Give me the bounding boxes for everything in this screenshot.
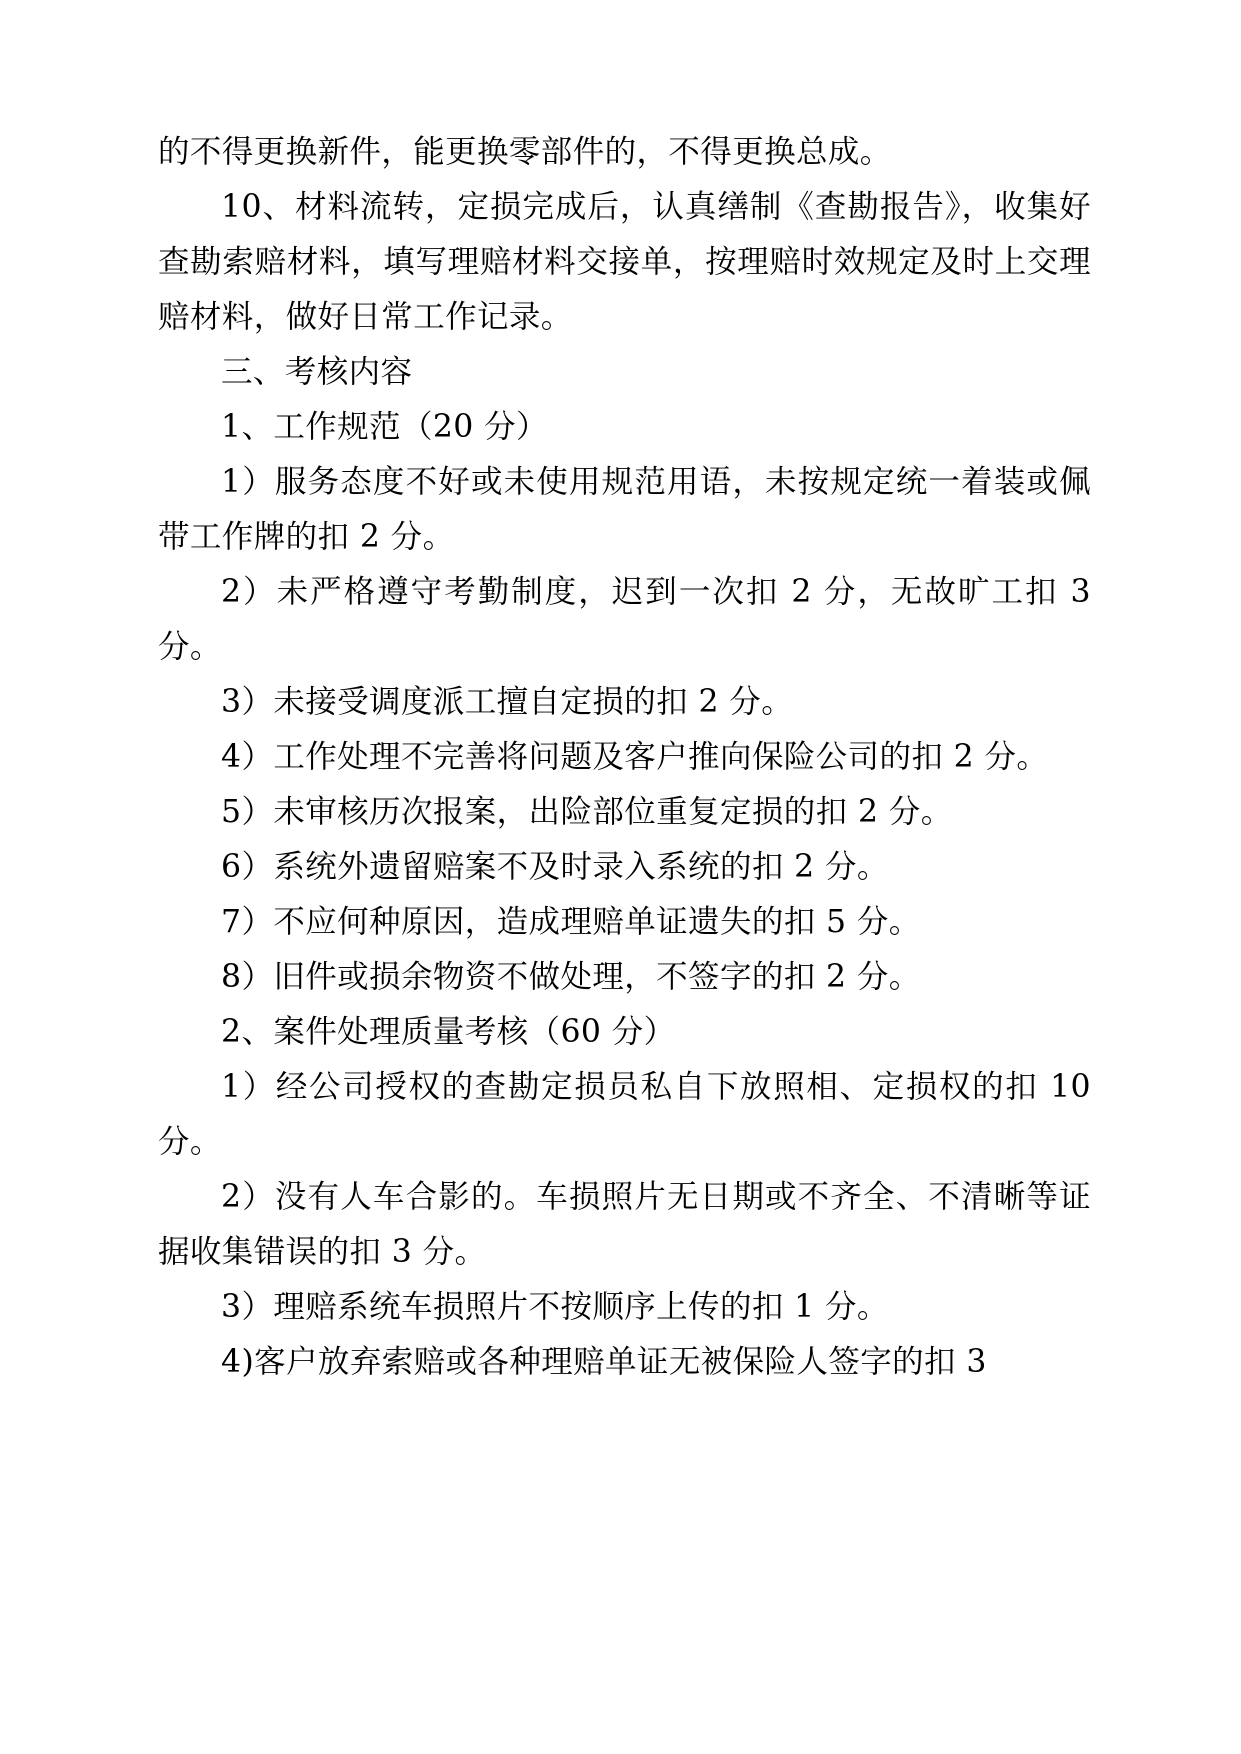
- paragraph-1-2: 2）未严格遵守考勤制度，迟到一次扣 2 分，无故旷工扣 3 分。: [158, 574, 1091, 665]
- document-body: [158, 125, 1091, 1390]
- paragraph-1-1: 1）服务态度不好或未使用规范用语，未按规定统一着装或佩带工作牌的扣 2 分。: [158, 464, 1091, 555]
- heading-case-quality: 2、案件处理质量考核（60 分）: [221, 1014, 676, 1050]
- paragraph-1-5: 5）未审核历次报案，出险部位重复定损的扣 2 分。: [221, 794, 953, 830]
- paragraph-1-6: 6）系统外遗留赔案不及时录入系统的扣 2 分。: [221, 849, 889, 885]
- paragraph-2-3: 3）理赔系统车损照片不按顺序上传的扣 1 分。: [221, 1289, 889, 1325]
- paragraph-item-10: 10、材料流转，定损完成后，认真缮制《查勘报告》，收集好查勘索赔材料，填写理赔材料交接单，按理赔时效规定及时上交理赔材料，做好日常工作记录。: [158, 189, 1091, 335]
- heading-work-standard: 1、工作规范（20 分）: [221, 409, 548, 445]
- paragraph-1-3: 3）未接受调度派工擅自定损的扣 2 分。: [221, 684, 794, 720]
- paragraph-1-8: 8）旧件或损余物资不做处理，不签字的扣 2 分。: [221, 959, 921, 995]
- paragraph-1-7: 7）不应何种原因，造成理赔单证遗失的扣 5 分。: [221, 904, 921, 940]
- heading-section-three: 三、考核内容: [221, 354, 413, 390]
- paragraph-continued: 的不得更换新件，能更换零部件的，不得更换总成。: [158, 134, 892, 170]
- paragraph-2-1: 1）经公司授权的查勘定损员私自下放照相、定损权的扣 10 分。: [158, 1069, 1091, 1160]
- paragraph-2-2: 2）没有人车合影的。车损照片无日期或不齐全、不清晰等证据收集错误的扣 3 分。: [158, 1179, 1091, 1270]
- paragraph-1-4: 4）工作处理不完善将问题及客户推向保险公司的扣 2 分。: [221, 739, 1049, 775]
- paragraph-2-4: 4)客户放弃索赔或各种理赔单证无被保险人签字的扣 3: [221, 1344, 987, 1380]
